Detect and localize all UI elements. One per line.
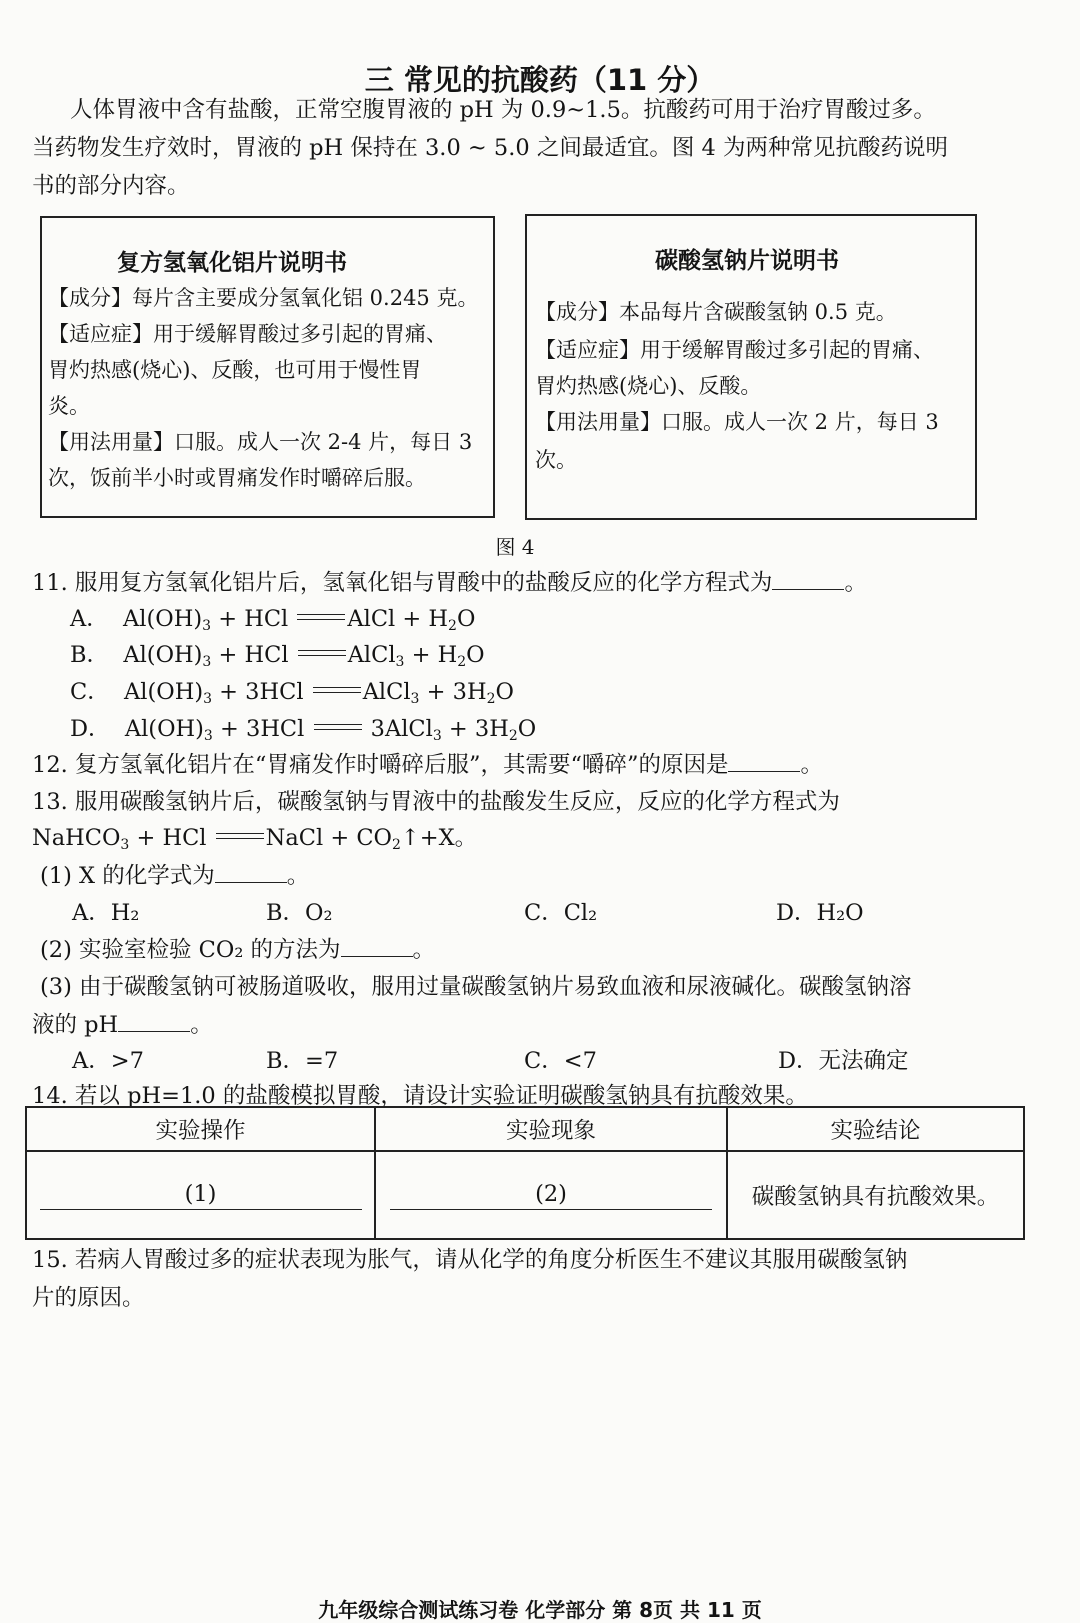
equals-sign <box>297 614 345 620</box>
equals-sign <box>298 650 346 656</box>
answer-blank[interactable] <box>341 936 413 957</box>
experiment-operation-cell[interactable]: (1) <box>26 1151 375 1239</box>
q13-sub1-option[interactable]: B．O₂ <box>266 900 333 926</box>
intro-line-3: 书的部分内容。 <box>32 173 190 199</box>
q13-sub1-option[interactable]: A．H₂ <box>72 900 140 926</box>
q13-stem: 13. 服用碳酸氢钠片后，碳酸氢钠与胃液中的盐酸发生反应，反应的化学方程式为 <box>32 789 840 815</box>
q13-sub3-line-1: (3) 由于碳酸氢钠可被肠道吸收，服用过量碳酸氢钠片易致血液和尿液碱化。碳酸氢钠溶 <box>40 974 912 1000</box>
q15-line-1: 15. 若病人胃酸过多的症状表现为胀气，请从化学的角度分析医生不建议其服用碳酸氢钠 <box>32 1247 908 1273</box>
equals-sign <box>313 687 361 693</box>
leaflet-left-line: 胃灼热感(烧心)、反酸，也可用于慢性胃 <box>48 358 422 382</box>
q11-option-a[interactable]: A． $Al(OH)_3$ + HCl AlCl + $H_2O$ <box>70 606 476 634</box>
q13-sub3-option[interactable]: B．=7 <box>266 1048 339 1074</box>
q11-stem: 11. 服用复方氢氧化铝片后，氢氧化铝与胃酸中的盐酸反应的化学方程式为 。 <box>32 570 867 596</box>
leaflet-right-title: 碳酸氢钠片说明书 <box>655 248 839 274</box>
leaflet-right-line: 【用法用量】口服。成人一次 2 片，每日 3 <box>535 410 939 434</box>
table-header: 实验现象 <box>375 1107 727 1151</box>
q13-equation: NaHCO$_3$ + HCl NaCl + $CO_2↑+X$。 <box>32 825 478 853</box>
q13-sub3-option[interactable]: D．无法确定 <box>778 1048 909 1074</box>
q13-sub1-option[interactable]: C．Cl₂ <box>524 900 598 926</box>
leaflet-right-line: 【成分】本品每片含碳酸氢钠 0.5 克。 <box>535 300 897 324</box>
experiment-conclusion-cell: 碳酸氢钠具有抗酸效果。 <box>727 1151 1024 1239</box>
table-header: 实验结论 <box>727 1107 1024 1151</box>
equals-sign <box>216 833 264 839</box>
q13-sub3-option[interactable]: C．<7 <box>524 1048 597 1074</box>
answer-blank[interactable] <box>728 751 800 772</box>
answer-blank[interactable] <box>215 862 287 883</box>
answer-blank[interactable] <box>772 569 844 590</box>
q13-sub2: (2) 实验室检验 CO₂ 的方法为 。 <box>40 937 436 963</box>
q13-sub1: (1) X 的化学式为 。 <box>40 863 310 889</box>
equals-sign <box>314 724 362 730</box>
leaflet-left-line: 次，饭前半小时或胃痛发作时嚼碎后服。 <box>48 466 426 490</box>
leaflet-right-line: 【适应症】用于缓解胃酸过多引起的胃痛、 <box>535 338 934 362</box>
leaflet-sodium-bicarbonate <box>525 214 977 520</box>
q13-sub3-line-2: 液的 pH 。 <box>32 1012 213 1038</box>
leaflet-right-line: 次。 <box>535 448 577 472</box>
leaflet-left-line: 【用法用量】口服。成人一次 2-4 片，每日 3 <box>48 430 473 454</box>
page-footer: 九年级综合测试练习卷 化学部分 第 8页 共 11 页 <box>318 1598 762 1622</box>
leaflet-left-title: 复方氢氧化铝片说明书 <box>117 250 347 276</box>
section-title: 三 常见的抗酸药（11 分） <box>364 63 716 97</box>
answer-blank[interactable] <box>118 1011 190 1032</box>
figure-caption: 图 4 <box>495 535 535 559</box>
leaflet-right-line: 胃灼热感(烧心)、反酸。 <box>535 374 762 398</box>
q12-stem: 12. 复方氢氧化铝片在“胃痛发作时嚼碎后服”，其需要“嚼碎”的原因是 。 <box>32 752 823 778</box>
q11-option-c[interactable]: C． $Al(OH)_3 + 3HCl$ AlCl$_3$ + $3H_2O$ <box>70 679 514 707</box>
q11-option-b[interactable]: B． $Al(OH)_3$ + HCl AlCl$_3$ + $H_2O$ <box>70 642 485 670</box>
leaflet-left-line: 【成分】每片含主要成分氢氧化铝 0.245 克。 <box>48 286 479 310</box>
q13-sub3-option[interactable]: A．>7 <box>72 1048 144 1074</box>
intro-line-2: 当药物发生疗效时，胃液的 pH 保持在 3.0 ~ 5.0 之间最适宜。图 4 为两种常见抗酸药说明 <box>32 135 948 161</box>
experiment-table <box>25 1106 1025 1240</box>
table-header: 实验操作 <box>26 1107 375 1151</box>
leaflet-aluminum-hydroxide <box>40 216 495 518</box>
q14-stem: 14. 若以 pH=1.0 的盐酸模拟胃酸，请设计实验证明碳酸氢钠具有抗酸效果。 <box>32 1083 808 1109</box>
intro-line-1: 人体胃液中含有盐酸，正常空腹胃液的 pH 为 0.9~1.5。抗酸药可用于治疗胃酸过多。 <box>70 97 936 123</box>
leaflet-left-line: 【适应症】用于缓解胃酸过多引起的胃痛、 <box>48 322 447 346</box>
leaflet-left-line: 炎。 <box>48 394 90 418</box>
q15-line-2: 片的原因。 <box>32 1285 145 1311</box>
q11-option-d[interactable]: D． $Al(OH)_3 + 3HCl$ 3AlCl$_3$ + $3H_2O$ <box>70 716 537 744</box>
experiment-phenomenon-cell[interactable]: (2) <box>375 1151 727 1239</box>
q13-sub1-option[interactable]: D．H₂O <box>776 900 864 926</box>
